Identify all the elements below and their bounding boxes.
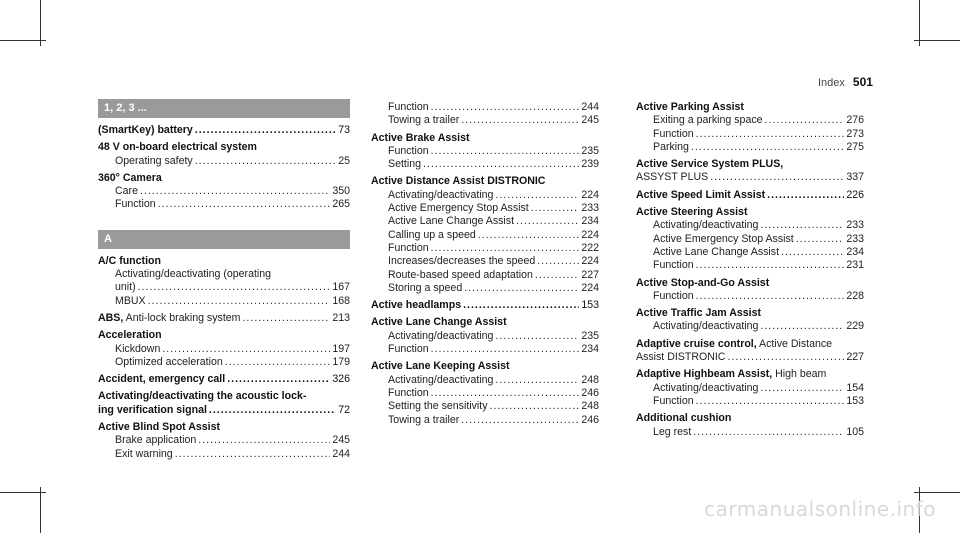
entry-note: Active Distance xyxy=(756,337,833,350)
page-ref[interactable]: 222 xyxy=(581,241,599,254)
entry-title: Activating/deactivating the acoustic lock- xyxy=(98,390,307,403)
sub-entry: Activating/deactivating xyxy=(388,188,494,201)
sub-entry: Function xyxy=(388,386,429,399)
page-ref[interactable]: 229 xyxy=(846,320,864,333)
page-ref[interactable]: 153 xyxy=(846,394,864,407)
index-entry xyxy=(371,101,599,128)
page-ref[interactable]: 245 xyxy=(581,114,599,127)
section-header: A xyxy=(98,230,350,249)
sub-entry: Activating/deactivating xyxy=(388,329,494,342)
page-ref[interactable]: 25 xyxy=(338,154,350,167)
page-ref[interactable]: 224 xyxy=(581,188,599,201)
page-ref[interactable]: 213 xyxy=(332,311,350,324)
page-ref[interactable]: 233 xyxy=(846,232,864,245)
sub-entry: Activating/deactivating (operating xyxy=(115,268,272,281)
sub-entry: Towing a trailer xyxy=(388,114,460,127)
crop-mark xyxy=(0,40,46,41)
page-ref[interactable]: 350 xyxy=(332,185,350,198)
index-entry xyxy=(371,175,599,295)
index-entry xyxy=(98,390,350,417)
page-ref[interactable]: 72 xyxy=(338,403,350,416)
page-ref[interactable]: 224 xyxy=(581,228,599,241)
entry-title: 48 V on-board electrical system xyxy=(98,141,257,154)
index-column-1 xyxy=(98,99,350,465)
sub-entry: Active Lane Change Assist xyxy=(653,245,780,258)
sub-entry: Active Lane Change Assist xyxy=(388,215,515,228)
index-column-2 xyxy=(371,101,599,431)
section-header: 1, 2, 3 ... xyxy=(98,99,350,118)
entry-title: Accident, emergency call xyxy=(98,373,226,386)
page-ref[interactable]: 234 xyxy=(846,245,864,258)
entry-title: Active Brake Assist xyxy=(371,131,470,144)
index-entry xyxy=(98,255,350,308)
sub-entry: Function xyxy=(388,144,429,157)
entry-title: (SmartKey) battery xyxy=(98,124,193,136)
index-entry xyxy=(371,360,599,426)
sub-entry: Setting the sensitivity xyxy=(388,400,488,413)
entry-title: Acceleration xyxy=(98,329,162,342)
page-ref[interactable]: 276 xyxy=(846,114,864,127)
index-entry xyxy=(636,307,864,334)
index-entry xyxy=(636,206,864,272)
page-ref[interactable]: 227 xyxy=(846,351,864,364)
entry-title: Active Steering Assist xyxy=(636,206,748,219)
page-ref[interactable]: 244 xyxy=(581,101,599,113)
entry-title: Active Traffic Jam Assist xyxy=(636,307,762,320)
index-entry xyxy=(636,158,864,185)
sub-entry: unit) xyxy=(115,281,136,294)
page-ref[interactable]: 233 xyxy=(846,219,864,232)
index-entry xyxy=(98,141,350,168)
page-ref[interactable]: 246 xyxy=(581,413,599,426)
sub-entry: Activating/deactivating xyxy=(653,381,759,394)
index-entry xyxy=(98,124,350,137)
sub-entry: Towing a trailer xyxy=(388,413,460,426)
crop-mark xyxy=(40,487,41,533)
sub-entry: Leg rest xyxy=(653,425,692,438)
index-entry xyxy=(371,132,599,172)
page-ref[interactable]: 197 xyxy=(332,342,350,355)
page-ref[interactable]: 153 xyxy=(581,299,599,312)
entry-title: Active Speed Limit Assist xyxy=(636,188,766,201)
entry-title: Active Distance Assist DISTRONIC xyxy=(371,175,546,188)
sub-entry: Function xyxy=(388,241,429,254)
index-entry xyxy=(636,338,864,365)
entry-title: Adaptive cruise control, xyxy=(636,337,757,350)
sub-entry: Exiting a parking space xyxy=(653,114,763,127)
page-ref[interactable]: 231 xyxy=(846,259,864,272)
entry-title: Active Lane Change Assist xyxy=(371,316,507,329)
crop-mark xyxy=(914,492,960,493)
page-ref[interactable]: 233 xyxy=(581,202,599,215)
index-entry xyxy=(98,329,350,369)
page-ref[interactable]: 235 xyxy=(581,329,599,342)
page-ref[interactable]: 228 xyxy=(846,289,864,302)
index-entry xyxy=(636,277,864,304)
sub-entry: Function xyxy=(388,101,429,113)
sub-entry: Increases/decreases the speed xyxy=(388,255,536,268)
index-entry xyxy=(98,421,350,461)
entry-title: Active Parking Assist xyxy=(636,101,744,113)
page-ref[interactable]: 234 xyxy=(581,343,599,356)
entry-note: Assist DISTRONIC xyxy=(636,351,726,364)
page-ref[interactable]: 154 xyxy=(846,381,864,394)
sub-entry: Care xyxy=(115,185,138,198)
page-ref[interactable]: 224 xyxy=(581,281,599,294)
sub-entry: Calling up a speed xyxy=(388,228,476,241)
watermark: carmanualsonline.info xyxy=(704,497,936,521)
entry-title: Active Stop-and-Go Assist xyxy=(636,276,770,289)
sub-entry: Exit warning xyxy=(115,447,173,460)
sub-entry: Activating/deactivating xyxy=(653,320,759,333)
page-ref[interactable]: 239 xyxy=(581,158,599,171)
sub-entry: Function xyxy=(115,198,156,211)
sub-entry: Storing a speed xyxy=(388,281,463,294)
entry-note: ASSYST PLUS xyxy=(636,171,709,184)
index-entry xyxy=(98,172,350,212)
page-ref[interactable]: 273 xyxy=(846,127,864,140)
sub-entry: Activating/deactivating xyxy=(653,219,759,232)
sub-entry: Active Emergency Stop Assist xyxy=(388,202,529,215)
index-entry xyxy=(636,101,864,154)
sub-entry: Setting xyxy=(388,158,421,171)
sub-entry: Function xyxy=(653,394,694,407)
index-entry xyxy=(636,412,864,439)
index-entry xyxy=(98,312,350,325)
entry-title: A/C function xyxy=(98,254,161,267)
index-entry xyxy=(636,368,864,408)
page-ref[interactable]: 224 xyxy=(581,255,599,268)
entry-title: Additional cushion xyxy=(636,412,732,425)
page-ref[interactable]: 337 xyxy=(846,171,864,184)
page-label: Index xyxy=(818,77,845,89)
page-ref[interactable]: 275 xyxy=(846,140,864,153)
page-ref[interactable]: 179 xyxy=(332,355,350,368)
page-ref[interactable]: 248 xyxy=(581,400,599,413)
page-number: 501 xyxy=(852,75,873,89)
page-ref[interactable]: 105 xyxy=(846,425,864,438)
entry-title: Active Service System PLUS, xyxy=(636,158,784,171)
entry-title: 360° Camera xyxy=(98,171,162,184)
index-entry xyxy=(371,299,599,312)
page-ref[interactable]: 246 xyxy=(581,386,599,399)
page-ref[interactable]: 167 xyxy=(332,281,350,294)
page-ref[interactable]: 235 xyxy=(581,144,599,157)
sub-entry: Activating/deactivating xyxy=(388,373,494,386)
entry-note: Anti-lock braking system xyxy=(123,311,241,324)
page-ref[interactable]: 326 xyxy=(332,373,350,386)
entry-title: Active Blind Spot Assist xyxy=(98,421,221,434)
sub-entry: Active Emergency Stop Assist xyxy=(653,232,794,245)
page-ref[interactable]: 227 xyxy=(581,268,599,281)
entry-title: Adaptive Highbeam Assist, xyxy=(636,368,773,381)
page-ref[interactable]: 168 xyxy=(332,294,350,307)
sub-entry: Operating safety xyxy=(115,154,193,167)
sub-entry: Brake application xyxy=(115,434,197,447)
page-ref[interactable]: 265 xyxy=(332,198,350,211)
page-header xyxy=(818,75,873,89)
crop-mark xyxy=(0,492,46,493)
page-ref[interactable]: 226 xyxy=(846,188,864,201)
sub-entry: Route-based speed adaptation xyxy=(388,268,533,281)
sub-entry: Optimized acceleration xyxy=(115,355,223,368)
page-ref[interactable]: 73 xyxy=(338,124,350,136)
index-entry xyxy=(636,189,864,202)
entry-title: Active headlamps xyxy=(371,299,462,312)
page-ref[interactable]: 245 xyxy=(332,434,350,447)
index-entry xyxy=(98,373,350,386)
entry-title: Active Lane Keeping Assist xyxy=(371,360,510,373)
sub-entry: Parking xyxy=(653,140,689,153)
entry-note: High beam xyxy=(772,368,827,381)
sub-entry: MBUX xyxy=(115,294,146,307)
index-entry xyxy=(371,316,599,356)
sub-entry: Function xyxy=(653,259,694,272)
sub-entry: Function xyxy=(653,127,694,140)
page-ref[interactable]: 234 xyxy=(581,215,599,228)
entry-title: ing verification signal xyxy=(98,403,207,416)
crop-mark xyxy=(914,40,960,41)
sub-entry: Kickdown xyxy=(115,342,161,355)
page-ref[interactable]: 248 xyxy=(581,373,599,386)
page-ref[interactable]: 244 xyxy=(332,447,350,460)
entry-title: ABS, xyxy=(98,311,124,324)
index-column-3 xyxy=(636,101,864,443)
sub-entry: Function xyxy=(388,343,429,356)
sub-entry: Function xyxy=(653,289,694,302)
